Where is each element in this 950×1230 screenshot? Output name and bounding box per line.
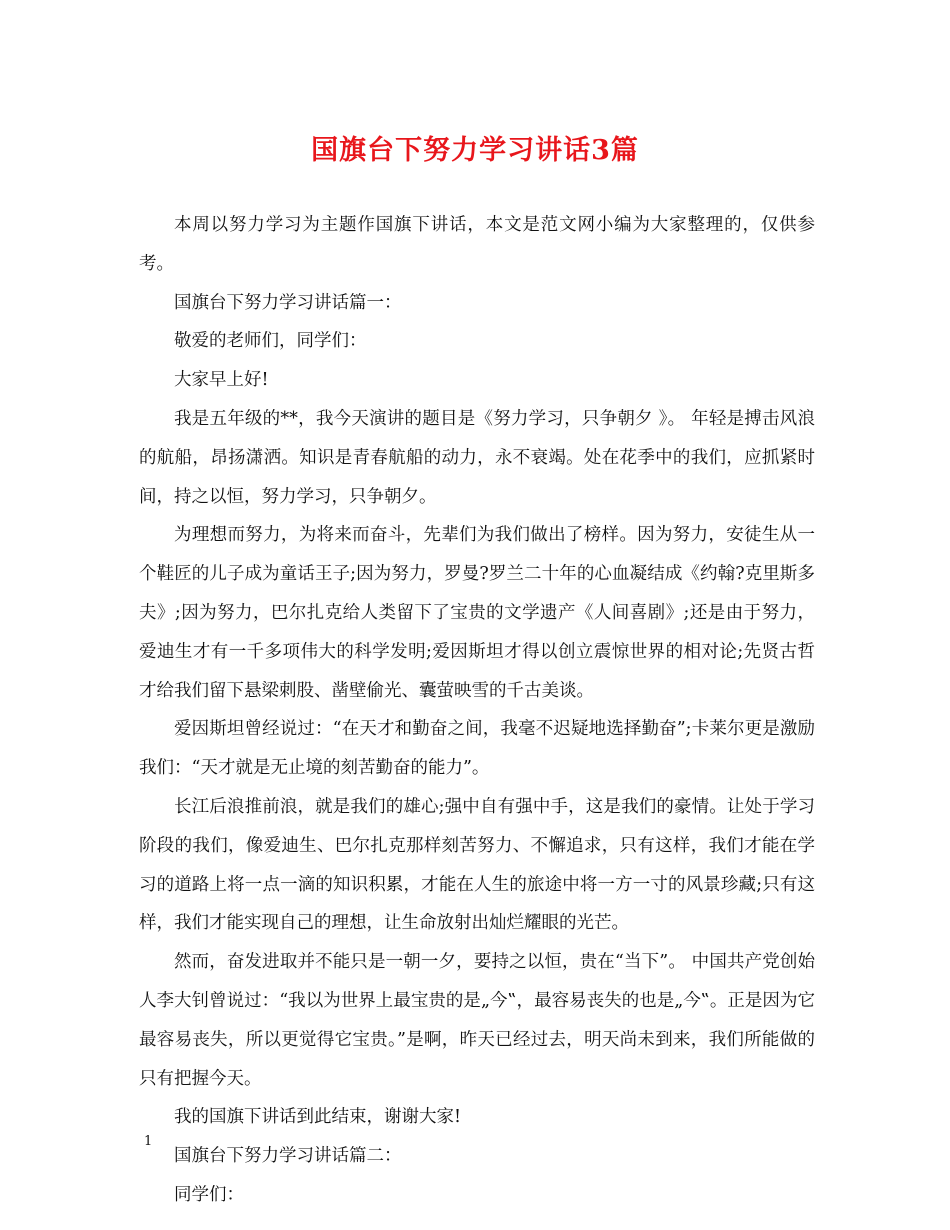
page-number: 1 <box>144 1134 153 1149</box>
document-body <box>139 206 815 1215</box>
paragraph-intro: 本周以努力学习为主题作国旗下讲话，本文是范文网小编为大家整理的，仅供参考。 <box>139 215 815 274</box>
paragraph-greeting: 大家早上好! <box>174 370 269 391</box>
paragraph-ambition: 长江后浪推前浪，就是我们的雄心;强中自有强中手，这是我们的豪情。让处于学习阶段的我们，像爱迪生、巴尔扎克那样刻苦努力、不懈追求，只有这样，我们才能在学习的道路上将一点一滴的知识积累，才能在人生的旅途中将一方一寸的风景珍藏;只有这样，我们才能实现自己的理想，让生命放射出灿烂耀眼的光芒。 <box>139 796 815 934</box>
paragraph-heading-part-two: 国旗台下努力学习讲话篇二： <box>174 1146 402 1167</box>
paragraph-salutation-two: 同学们： <box>174 1184 244 1205</box>
paragraph-perseverance: 然而，奋发进取并不能只是一朝一夕，要持之以恒，贵在“当下”。 中国共产党创始人李大钊曾说过：“我以为世界上最宝贵的是„今‟，最容易丧失的也是„今‟。正是因为它最容易丧失，所以更觉得它宝贵。”是啊，昨天已经过去，明天尚未到来，我们所能做的只有把握今天。 <box>139 952 815 1089</box>
paragraph-examples: 为理想而努力，为将来而奋斗，先辈们为我们做出了榜样。因为努力，安徒生从一个鞋匠的儿子成为童话王子;因为努力，罗曼?罗兰二十年的心血凝结成《约翰?克里斯多夫》;因为努力，巴尔扎克给人类留下了宝贵的文学遗产《人间喜剧》;还是由于努力，爱迪生才有一千多项伟大的科学发明;爱因斯坦才得以创立震惊世界的相对论;先贤古哲才给我们留下悬梁刺股、凿壁偷光、囊萤映雪的千古美谈。 <box>139 525 815 701</box>
document-title: 国旗台下努力学习讲话3篇 <box>311 135 639 166</box>
paragraph-quotes: 爱因斯坦曾经说过：“在天才和勤奋之间，我毫不迟疑地选择勤奋”;卡莱尔更是激励我们：“天才就是无止境的刻苦勤奋的能力”。 <box>139 719 815 779</box>
paragraph-heading-part-one: 国旗台下努力学习讲话篇一： <box>174 292 402 313</box>
paragraph-topic: 我是五年级的**，我今天演讲的题目是《努力学习，只争朝夕 》。 年轻是搏击风浪的航船，昂扬潇洒。知识是青春航船的动力，永不衰竭。处在花季中的我们，应抓紧时间，持之以恒，努力学习，只争朝夕。 <box>139 408 815 507</box>
paragraph-salutation: 敬爱的老师们，同学们： <box>174 331 367 352</box>
paragraph-closing: 我的国旗下讲话到此结束，谢谢大家! <box>174 1107 462 1128</box>
